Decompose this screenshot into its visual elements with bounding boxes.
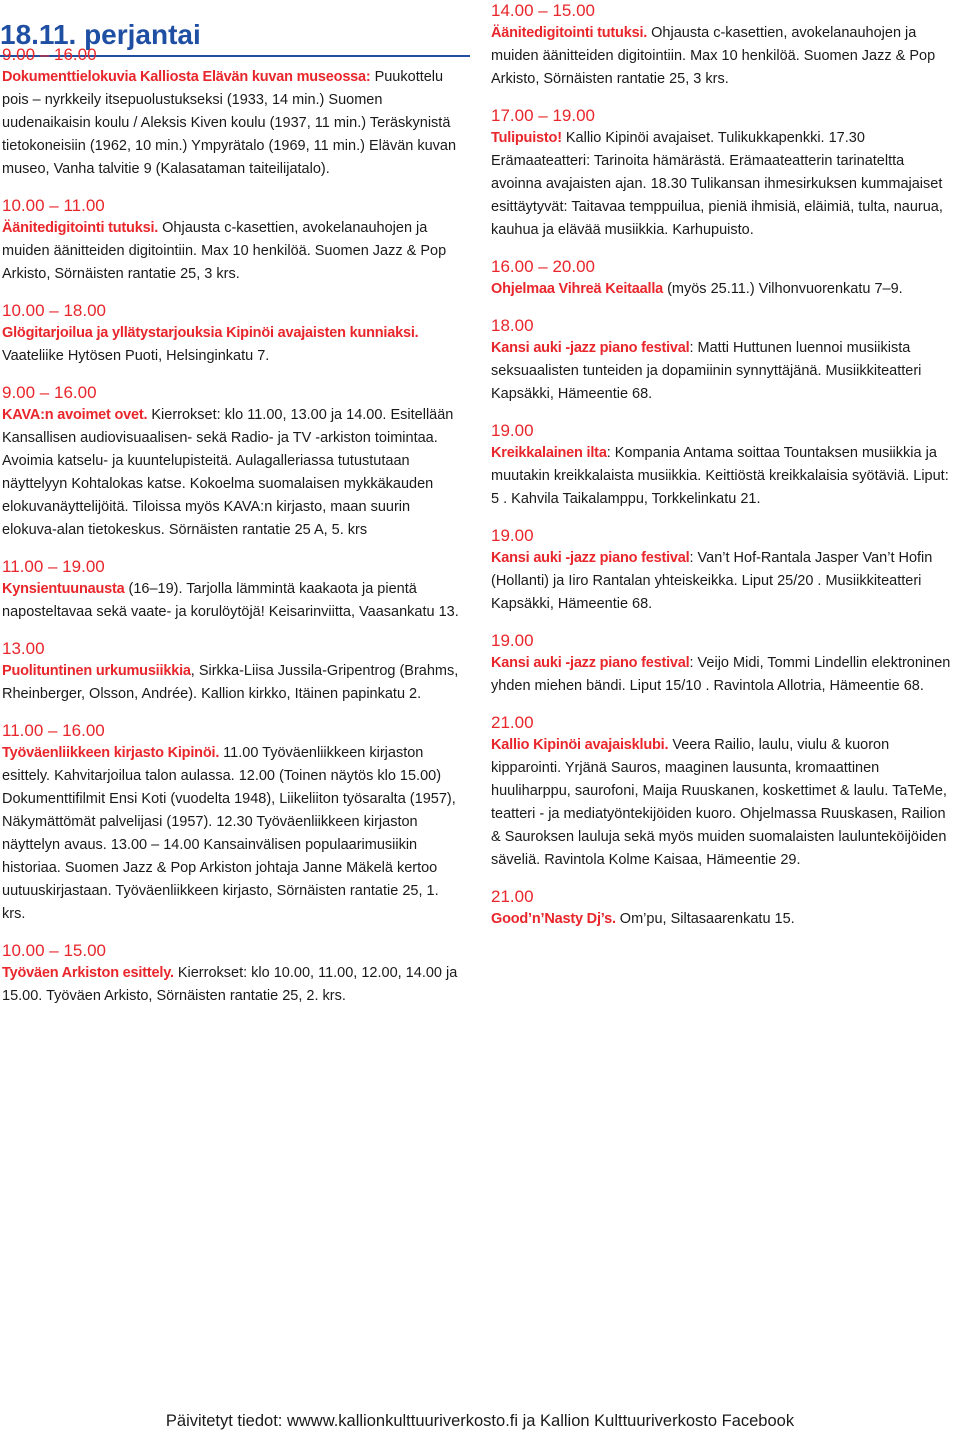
event-text <box>2 217 462 286</box>
event-body: : Matti Huttunen luennoi musiikista seksuaalisten tunteiden ja dopamiinin synnyttäjänä. Musiikkiteatteri Kapsäkki, Hämeentie 68. <box>491 340 922 402</box>
event-time: 19.00 <box>491 526 534 545</box>
event-time: 14.00 – 15.00 <box>491 1 595 20</box>
event-time: 19.00 <box>491 421 534 440</box>
page-title: 18.11. perjantai <box>0 19 470 57</box>
event-item <box>2 195 462 286</box>
event-item <box>2 940 462 1008</box>
event-time: 17.00 – 19.00 <box>491 106 595 125</box>
event-text <box>2 322 462 368</box>
event-body: Kierrokset: klo 11.00, 13.00 ja 14.00. Esitellään Kansallisen audiovisuaalisen- sekä Radio- ja TV -arkiston toimintaa. Avoimia katselu- ja kuuntelupisteitä. Aulagalleriassa tutustutaan näyttelyyn Kohtalokas katse. Kokoelma suomalaisen mykkäkauden elokuvanäyttelijöitä. Tiloissa myös KAVA:n kirjasto, maan suurin elokuva-alan tietokeskus. Sörnäisten rantatie 25 A, 5. krs <box>2 407 454 538</box>
event-text <box>491 908 951 931</box>
event-body: (16–19). Tarjolla lämmintä kaakaota ja pientä naposteltavaa sekä vaate- ja korulöytöjä! Keisarinviitta, Vaasankatu 13. <box>2 581 459 620</box>
event-item <box>491 525 951 616</box>
event-time: 18.00 <box>491 316 534 335</box>
left-column <box>2 44 462 1022</box>
event-title: Työväenliikkeen kirjasto Kipinöi. <box>2 745 220 761</box>
event-title: Dokumenttielokuvia Kalliosta Elävän kuvan museossa: <box>2 69 371 85</box>
event-title: Kallio Kipinöi avajaisklubi. <box>491 737 669 753</box>
event-time: 10.00 – 15.00 <box>2 941 106 960</box>
event-time: 21.00 <box>491 713 534 732</box>
event-item <box>2 300 462 368</box>
event-item <box>491 886 951 931</box>
event-time: 16.00 – 20.00 <box>491 257 595 276</box>
event-text <box>2 404 462 542</box>
event-title: Kreikkalainen ilta <box>491 445 607 461</box>
event-title: Kansi auki -jazz piano festival <box>491 550 690 566</box>
event-body: Veera Railio, laulu, viulu & kuoron kipparointi. Yrjänä Sauros, maaginen lausunta, kromaattinen huuliharppu, saurofoni, Maija Ruuskanen, koskettimet & laulu. TaTeMe, teatteri - ja mediatyöntekijöiden kuoro. Ohjelmassa Ruuskasen, Railion & Sauroksen lauluja sekä myös muiden suomalaisten laulunteköijöiden säveliä. Ravintola Kolme Kaisaa, Hämeentie 29. <box>491 737 947 868</box>
event-body: Puukottelu pois – nyrkkeily itsepuolustukseksi (1933, 14 min.) Suomen uudenaikaisin koulu / Aleksis Kiven koulu (1937, 11 min.) Teräskynistä tietokoneisiin (1962, 10 min.) Ympyrätalo (1969, 11 min.) Elävän kuvan museo, Vanha talvitie 9 (Kalasataman taiteilijatalo). <box>2 69 457 177</box>
event-item <box>2 44 462 181</box>
event-text <box>491 734 951 872</box>
event-body: : Van’t Hof-Rantala Jasper Van’t Hofin (Hollanti) ja Iiro Rantalan yhteiskeikka. Liput 25/20 . Musiikkiteatteri Kapsäkki, Hämeentie 68. <box>491 550 933 612</box>
event-text <box>491 22 951 91</box>
event-text <box>491 442 951 511</box>
event-title: KAVA:n avoimet ovet. <box>2 407 148 423</box>
event-time: 9.00 – 16.00 <box>2 383 97 402</box>
event-item <box>2 382 462 542</box>
event-text <box>2 578 462 624</box>
event-body: 11.00 Työväenliikkeen kirjaston esittely. Kahvitarjoilua talon aulassa. 12.00 (Toinen näytös klo 15.00) Dokumenttifilmit Ensi Koti (vuodelta 1948), Liikeliiton työsaralta (1957), Näkymättömät palvelijasi (1957). 12.30 Työväenliikkeen kirjaston näyttelyn avaus. 13.00 – 14.00 Kansainvälisen populaarimusiikin historiaa. Suomen Jazz & Pop Arkiston johtaja Janne Mäkelä kertoo uutuuskirjastaan. Työväenliikkeen kirjasto, Sörnäisten rantatie 25, 1. krs. <box>2 745 456 922</box>
event-text <box>2 660 462 706</box>
event-body: : Kompania Antama soittaa Tountaksen musiikkia ja muutakin kreikkalaista musiikkia. Keittiöstä kreikkalaisia syötäviä. Liput: 5 . Kahvila Taikalamppu, Torkkelinkatu 21. <box>491 445 949 507</box>
right-column <box>491 0 951 945</box>
event-body: Kallio Kipinöi avajaiset. Tulikukkapenkki. 17.30 Erämaateatteri: Tarinoita hämärästä. Erämaateatterin tarinateltta avoinna avajaisten ajan. 18.30 Tulikansan ihmesirkuksen kummajaiset esittäytyvät: Taitavaa temppuilua, pieniä ihmisiä, eläimiä, tulta, naurua, kauhua ja elävää musiikkia. Karhupuisto. <box>491 130 943 238</box>
event-body: Vaateliike Hytösen Puoti, Helsinginkatu 7. <box>2 348 270 364</box>
event-item <box>2 556 462 624</box>
event-item <box>491 630 951 698</box>
event-item <box>491 256 951 301</box>
event-text <box>2 66 462 181</box>
event-item <box>491 0 951 91</box>
event-title: Äänitedigitointi tutuksi. <box>2 220 159 236</box>
event-time: 19.00 <box>491 631 534 650</box>
event-title: Työväen Arkiston esittely. <box>2 965 174 981</box>
event-title: Tulipuisto! <box>491 130 562 146</box>
event-title: Kynsientuunausta <box>2 581 125 597</box>
event-item <box>491 712 951 872</box>
event-item <box>491 105 951 242</box>
event-title: Puolituntinen urkumusiikkia <box>2 663 191 679</box>
event-text <box>491 278 951 301</box>
event-body: Ohjausta c-kasettien, avokelanauhojen ja muiden äänitteiden digitointiin. Max 10 henkilöä. Suomen Jazz & Pop Arkisto, Sörnäisten rantatie 25, 3 krs. <box>2 220 447 282</box>
event-text <box>491 127 951 242</box>
event-body: Om’pu, Siltasaarenkatu 15. <box>615 911 795 927</box>
event-time: 11.00 – 16.00 <box>2 721 105 740</box>
event-text <box>2 742 462 926</box>
event-item <box>491 420 951 511</box>
event-title: Kansi auki -jazz piano festival <box>491 340 690 356</box>
event-text <box>491 547 951 616</box>
event-title: Äänitedigitointi tutuksi. <box>491 25 648 41</box>
event-item <box>2 638 462 706</box>
event-body: : Veijo Midi, Tommi Lindellin elektroninen yhden miehen bändi. Liput 15/10 . Ravintola Allotria, Hämeentie 68. <box>491 655 951 694</box>
event-time: 11.00 – 19.00 <box>2 557 105 576</box>
event-title: Glögitarjoilua ja yllätystarjouksia Kipinöi avajaisten kunniaksi. <box>2 325 419 341</box>
event-title: Good’n’Nasty Dj’s. <box>491 911 616 927</box>
event-body: , Sirkka-Liisa Jussila-Gripentrog (Brahms, Rheinberger, Olsson, Andrée). Kallion kirkko, Itäinen papinkatu 2. <box>2 663 459 702</box>
event-time: 9.00 – 16.00 <box>2 45 97 64</box>
event-title: Ohjelmaa Vihreä Keitaalla <box>491 281 664 297</box>
event-item <box>2 720 462 926</box>
event-time: 10.00 – 18.00 <box>2 301 106 320</box>
event-body: Ohjausta c-kasettien, avokelanauhojen ja muiden äänitteiden digitointiin. Max 10 henkilöä. Suomen Jazz & Pop Arkisto, Sörnäisten rantatie 25, 3 krs. <box>491 25 936 87</box>
event-title: Kansi auki -jazz piano festival <box>491 655 690 671</box>
event-time: 21.00 <box>491 887 534 906</box>
event-text <box>2 962 462 1008</box>
event-time: 13.00 <box>2 639 45 658</box>
event-body: Kierrokset: klo 10.00, 11.00, 12.00, 14.00 ja 15.00. Työväen Arkisto, Sörnäisten rantatie 25, 2. krs. <box>2 965 458 1004</box>
event-text <box>491 652 951 698</box>
footer-text: Päivitetyt tiedot: wwww.kallionkulttuuriverkosto.fi ja Kallion Kulttuuriverkosto Facebook <box>165 1412 795 1430</box>
event-text <box>491 337 951 406</box>
event-body: (myös 25.11.) Vilhonvuorenkatu 7–9. <box>663 281 903 297</box>
event-time: 10.00 – 11.00 <box>2 196 105 215</box>
event-item <box>491 315 951 406</box>
